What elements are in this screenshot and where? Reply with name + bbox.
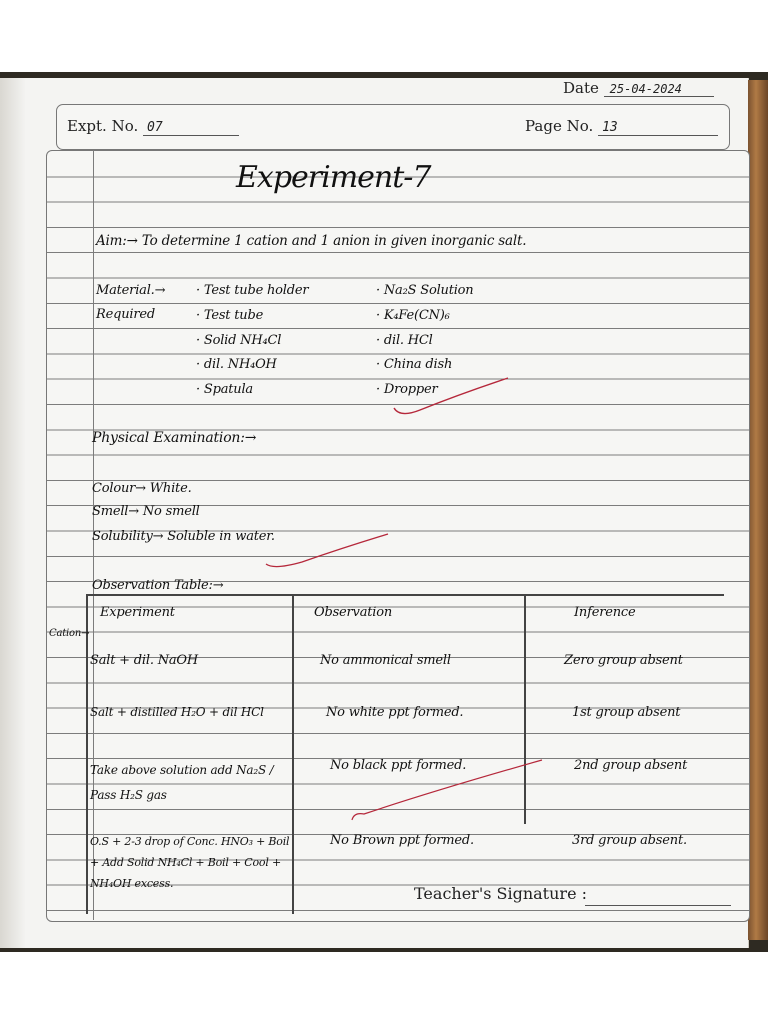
smell-text: Smell→ No smell (92, 504, 200, 519)
table-cell-experiment: O.S + 2-3 drop of Conc. HNO₃ + Boil + Add Solid NH₄Cl + Boil + Cool + NH₄OH excess. (90, 835, 290, 890)
date-value: 25-04-2024 (604, 82, 714, 97)
table-cell-experiment: Take above solution add Na₂S / Pass H₂S gas (90, 763, 274, 802)
colour-text: Colour→ White. (92, 481, 192, 496)
material-item: · Test tube (196, 308, 264, 323)
table-cell-observation: No white ppt formed. (326, 705, 464, 720)
table-cell-observation: No ammonical smell (320, 653, 451, 668)
material-item: · Test tube holder (196, 283, 309, 298)
material-item: · dil. NH₄OH (196, 357, 277, 372)
table-cell-observation: No black ppt formed. (330, 758, 467, 773)
col-header-inference: Inference (574, 605, 636, 620)
date-label: Date (563, 79, 599, 97)
table-cell-experiment: Salt + distilled H₂O + dil HCl (90, 705, 264, 719)
table-cell-inference: Zero group absent (564, 653, 683, 668)
materials-label-2: Required (96, 307, 155, 322)
table-top-border (86, 594, 724, 596)
date-row (563, 79, 714, 97)
expt-value: 07 (143, 120, 239, 136)
page-title: Experiment-7 (236, 160, 431, 195)
material-item: · China dish (376, 357, 453, 372)
table-edge (748, 80, 768, 940)
aim-text: Aim:→ To determine 1 cation and 1 anion in given inorganic salt. (96, 233, 527, 249)
table-cell-inference: 1st group absent (572, 705, 681, 720)
check-tick-icon (390, 372, 515, 420)
physical-heading: Physical Examination:→ (92, 430, 257, 446)
table-cell-inference: 2nd group absent (574, 758, 688, 773)
solubility-text: Solubility→ Soluble in water. (92, 529, 275, 544)
table-col-divider (292, 594, 294, 914)
page-no-field (525, 117, 718, 136)
col-header-observation: Observation (314, 605, 393, 620)
material-item: · Solid NH₄Cl (196, 333, 282, 348)
material-item: · Na₂S Solution (376, 283, 474, 298)
page-no-label: Page No. (525, 117, 594, 135)
material-item: · Dropper (376, 382, 438, 397)
expt-label: Expt. No. (67, 117, 139, 135)
check-tick-icon (346, 756, 546, 826)
table-cell-inference: 3rd group absent. (572, 833, 687, 848)
material-item: · K₄Fe(CN)₆ (376, 308, 450, 323)
expt-field (67, 117, 239, 136)
table-cell-observation: No Brown ppt formed. (330, 833, 474, 848)
check-tick-icon (262, 530, 392, 572)
teacher-signature-label: Teacher's Signature : (414, 884, 588, 903)
table-cell-experiment: Salt + dil. NaOH (90, 653, 199, 668)
page-no-value: 13 (598, 120, 718, 136)
col-header-experiment: Experiment (100, 605, 175, 620)
observation-heading: Observation Table:→ (92, 578, 224, 593)
material-item: · Spatula (196, 382, 253, 397)
page-curl-shadow (0, 78, 26, 948)
signature-line (585, 905, 731, 906)
table-left-border (86, 594, 88, 914)
page-header (56, 104, 730, 150)
materials-label-1: Material.→ (96, 283, 166, 298)
material-item: · dil. HCl (376, 333, 433, 348)
cation-side-label: Cation→ (49, 628, 90, 639)
